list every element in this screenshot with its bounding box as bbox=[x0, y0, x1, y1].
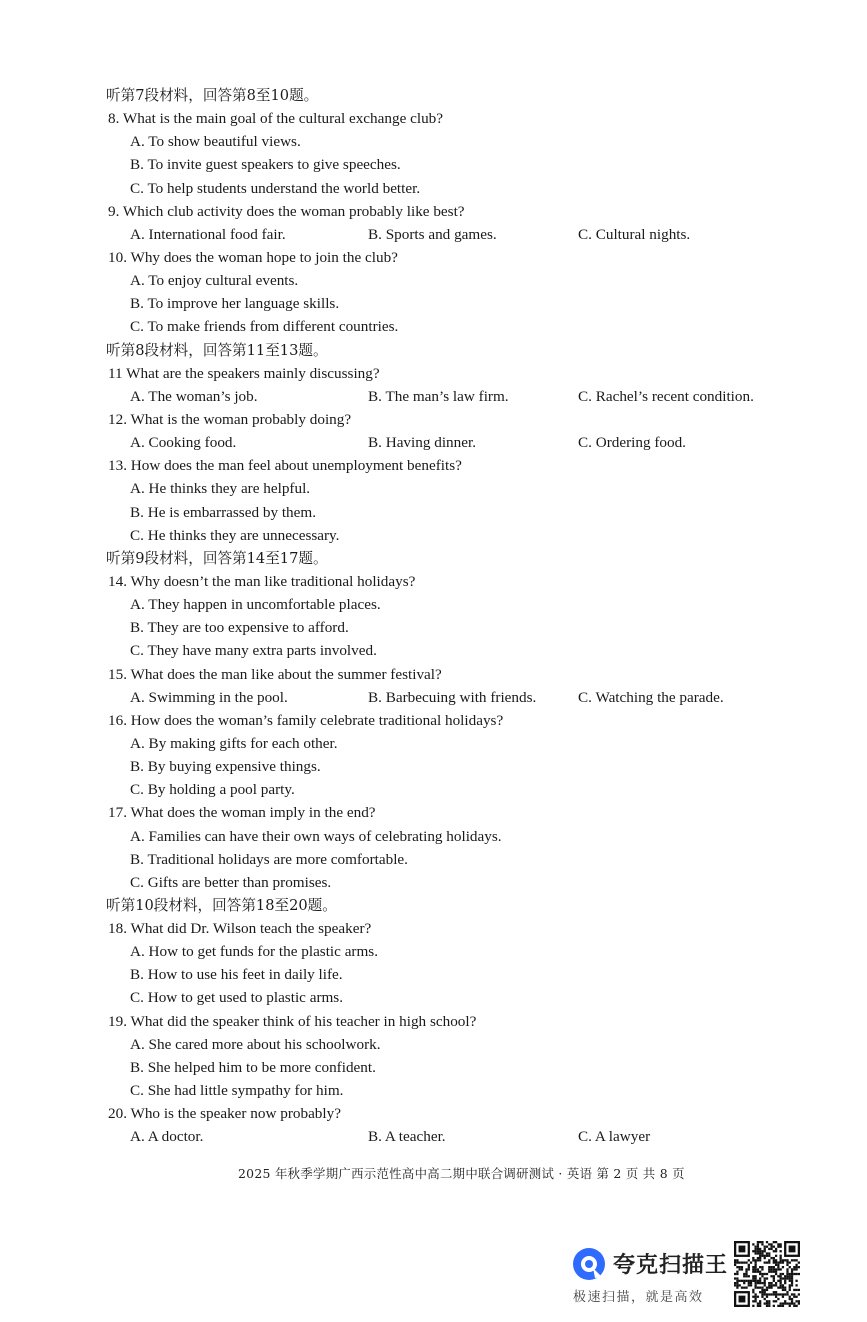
section-heading: 听第10段材料，回答第18至20题。 bbox=[106, 896, 337, 914]
answer-option: A. How to get funds for the plastic arms. bbox=[130, 943, 379, 961]
answer-option: C. Rachel’s recent condition. bbox=[578, 387, 754, 405]
answer-option: C. To make friends from different countries. bbox=[130, 318, 399, 336]
watermark-slogan: 极速扫描，就是高效 bbox=[573, 1290, 704, 1305]
watermark-app-name: 夸克扫描王 bbox=[613, 1253, 729, 1278]
answer-option: A. The woman’s job. bbox=[130, 387, 258, 405]
answer-option: C. To help students understand the world better. bbox=[130, 179, 421, 197]
question-stem: 19. What did the speaker think of his teacher in high school? bbox=[108, 1012, 477, 1030]
answer-option: B. To invite guest speakers to give speeches. bbox=[130, 156, 401, 174]
answer-option: B. She helped him to be more confident. bbox=[130, 1058, 376, 1076]
answer-option: B. He is embarrassed by them. bbox=[130, 503, 317, 521]
answer-option: C. He thinks they are unnecessary. bbox=[130, 526, 340, 544]
question-list bbox=[106, 84, 806, 1148]
question-stem: 10. Why does the woman hope to join the club? bbox=[108, 248, 398, 266]
question-stem: 9. Which club activity does the woman probably like best? bbox=[108, 202, 465, 220]
option-row bbox=[106, 686, 806, 709]
option-row bbox=[106, 223, 806, 246]
answer-option: B. Sports and games. bbox=[368, 225, 497, 243]
answer-option: A. She cared more about his schoolwork. bbox=[130, 1035, 381, 1053]
answer-option: A. Cooking food. bbox=[130, 434, 237, 452]
answer-option: B. Having dinner. bbox=[368, 434, 476, 452]
section-heading: 听第7段材料，回答第8至10题。 bbox=[106, 87, 319, 104]
question-stem: 13. How does the man feel about unemployment benefits? bbox=[108, 457, 462, 475]
answer-option: A. They happen in uncomfortable places. bbox=[130, 596, 381, 614]
option-row bbox=[106, 431, 806, 454]
answer-option: A. To show beautiful views. bbox=[130, 133, 301, 151]
answer-option: C. How to get used to plastic arms. bbox=[130, 989, 344, 1007]
answer-option: B. How to use his feet in daily life. bbox=[130, 966, 343, 984]
answer-option: C. Watching the parade. bbox=[578, 688, 724, 706]
answer-option: A. To enjoy cultural events. bbox=[130, 272, 299, 290]
question-stem: 8. What is the main goal of the cultural exchange club? bbox=[108, 110, 443, 128]
question-stem: 18. What did Dr. Wilson teach the speaker? bbox=[108, 920, 372, 938]
answer-option: C. A lawyer bbox=[578, 1128, 651, 1146]
section-heading: 听第8段材料，回答第11至13题。 bbox=[106, 341, 328, 359]
answer-option: B. By buying expensive things. bbox=[130, 758, 321, 776]
answer-option: B. They are too expensive to afford. bbox=[130, 619, 349, 637]
answer-option: B. A teacher. bbox=[368, 1128, 446, 1146]
quark-logo-icon bbox=[571, 1246, 607, 1282]
answer-option: A. Swimming in the pool. bbox=[130, 688, 288, 706]
answer-option: B. Barbecuing with friends. bbox=[368, 688, 537, 706]
question-stem: 15. What does the man like about the summer festival? bbox=[108, 665, 442, 683]
answer-option: A. International food fair. bbox=[130, 225, 286, 243]
qr-code-icon bbox=[734, 1241, 800, 1307]
scanner-watermark bbox=[571, 1244, 803, 1308]
answer-option: C. Gifts are better than promises. bbox=[130, 873, 332, 891]
question-stem: 17. What does the woman imply in the end? bbox=[108, 804, 376, 822]
answer-option: C. She had little sympathy for him. bbox=[130, 1082, 344, 1100]
answer-option: B. To improve her language skills. bbox=[130, 295, 340, 313]
question-stem: 14. Why doesn’t the man like traditional holidays? bbox=[108, 572, 416, 590]
answer-option: C. Ordering food. bbox=[578, 434, 686, 452]
page-footer: 2025 年秋季学期广西示范性高中高二期中联合调研测试 · 英语 第 2 页 共 8 页 bbox=[238, 1166, 685, 1181]
question-stem: 20. Who is the speaker now probably? bbox=[108, 1105, 341, 1123]
answer-option: C. By holding a pool party. bbox=[130, 781, 295, 799]
answer-option: A. By making gifts for each other. bbox=[130, 734, 338, 752]
answer-option: A. Families can have their own ways of celebrating holidays. bbox=[130, 827, 502, 845]
answer-option: B. Traditional holidays are more comfortable. bbox=[130, 850, 408, 868]
section-heading: 听第9段材料，回答第14至17题。 bbox=[106, 549, 328, 567]
answer-option: C. They have many extra parts involved. bbox=[130, 642, 377, 660]
answer-option: B. The man’s law firm. bbox=[368, 387, 509, 405]
question-stem: 11 What are the speakers mainly discussing? bbox=[108, 364, 380, 382]
question-stem: 12. What is the woman probably doing? bbox=[108, 410, 352, 428]
answer-option: A. A doctor. bbox=[130, 1128, 204, 1146]
option-row bbox=[106, 1125, 806, 1148]
answer-option: C. Cultural nights. bbox=[578, 225, 691, 243]
option-row bbox=[106, 385, 806, 408]
question-stem: 16. How does the woman’s family celebrate traditional holidays? bbox=[108, 711, 504, 729]
answer-option: A. He thinks they are helpful. bbox=[130, 480, 311, 498]
